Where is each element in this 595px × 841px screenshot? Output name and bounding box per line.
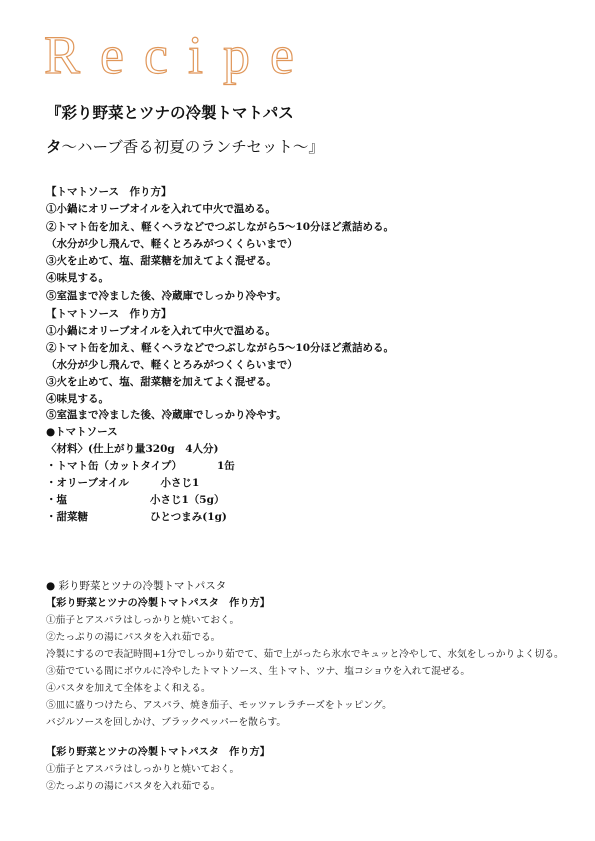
sauce-header: 【トマトソース 作り方】 xyxy=(46,186,172,198)
ingredients-bullet: ●トマトソース xyxy=(46,426,118,439)
recipe-title-main: 『彩り野菜とツナの冷製トマトパスタ xyxy=(46,103,294,156)
ingredient-name: ・オリーブオイル xyxy=(46,477,129,490)
pasta-step: ⑤皿に盛りつけたら、アスパラ、焼き茄子、モッツァレラチーズをトッピング。 xyxy=(46,700,392,711)
ingredients-yield: 〈材料〉(仕上がり量320g 4人分) xyxy=(46,443,219,456)
sauce-step: ②トマト缶を加え、軽くヘラなどでつぶしながら5〜10分ほど煮詰める。 xyxy=(46,341,395,354)
pasta-step: 冷製にするので表記時間+1分でしっかり茹でて、茹で上がったら氷水でキュッと冷やして、水気をしっかりよく切る。 xyxy=(46,649,564,660)
pasta-step: ④パスタを加えて全体をよく和える。 xyxy=(46,683,211,694)
pasta-header-repeat: 【彩り野菜とツナの冷製トマトパスタ 作り方】 xyxy=(46,746,270,758)
recipe-title xyxy=(46,96,566,164)
pasta-step: ①茄子とアスパラはしっかりと焼いておく。 xyxy=(46,764,240,775)
sauce-header: 【トマトソース 作り方】 xyxy=(46,308,172,320)
sauce-step: ④味見する。 xyxy=(46,272,109,285)
ingredient-name: ・甜菜糖 xyxy=(46,510,88,523)
sauce-step: ①小鍋にオリーブオイルを入れて中火で温める。 xyxy=(46,324,276,337)
ingredient-row xyxy=(46,509,566,526)
pasta-section-title: ● 彩り野菜とツナの冷製トマトパスタ xyxy=(46,580,227,592)
ingredient-name: ・塩 xyxy=(46,493,67,506)
pasta-step: ②たっぷりの湯にパスタを入れ茹でる。 xyxy=(46,781,221,792)
sauce-step: ①小鍋にオリーブオイルを入れて中火で温める。 xyxy=(46,203,276,216)
sauce-step: ⑤室温まで冷ました後、冷蔵庫でしっかり冷やす。 xyxy=(46,289,287,302)
pasta-step: ③茹でている間にボウルに冷やしたトマトソース、生トマト、ツナ、塩コショウを入れて混ぜる。 xyxy=(46,666,471,677)
pasta-step: ①茄子とアスパラはしっかりと焼いておく。 xyxy=(46,615,240,626)
pasta-step: ②たっぷりの湯にパスタを入れ茹でる。 xyxy=(46,632,221,643)
sauce-step: ②トマト缶を加え、軽くヘラなどでつぶしながら5〜10分ほど煮詰める。 xyxy=(46,220,395,233)
ingredient-row xyxy=(46,458,566,475)
ingredient-amount: 1缶 xyxy=(196,460,235,473)
ingredient-amount: 小さじ1（5g） xyxy=(150,493,225,506)
ingredient-row xyxy=(46,475,566,492)
sauce-step: （水分が少し飛んで、軽くとろみがつくくらいまで） xyxy=(46,358,298,371)
pasta-header: 【彩り野菜とツナの冷製トマトパスタ 作り方】 xyxy=(46,597,270,609)
ingredient-row xyxy=(46,492,566,509)
sauce-step: ③火を止めて、塩、甜菜糖を加えてよく混ぜる。 xyxy=(46,255,277,268)
sauce-step: ③火を止めて、塩、甜菜糖を加えてよく混ぜる。 xyxy=(46,375,277,388)
pasta-step: バジルソースを回しかけ、ブラックペッパーを散らす。 xyxy=(46,717,287,728)
recipe-title-suffix: 〜ハーブ香る初夏のランチセット〜』 xyxy=(61,138,324,156)
ingredient-name: ・トマト缶（カットタイプ） xyxy=(46,460,182,473)
ingredient-amount: ひとつまみ(1g) xyxy=(150,510,227,523)
sauce-step: （水分が少し飛んで、軽くとろみがつくくらいまで） xyxy=(46,237,298,250)
sauce-step: ④味見する。 xyxy=(46,392,109,405)
sauce-instructions-first xyxy=(46,184,566,305)
pasta-instructions xyxy=(46,578,566,795)
ingredient-amount: 小さじ1 xyxy=(150,477,200,490)
sauce-step: ⑤室温まで冷ました後、冷蔵庫でしっかり冷やす。 xyxy=(46,409,287,422)
sauce-instructions-second xyxy=(46,306,566,526)
recipe-heading: Recipe xyxy=(44,25,314,85)
